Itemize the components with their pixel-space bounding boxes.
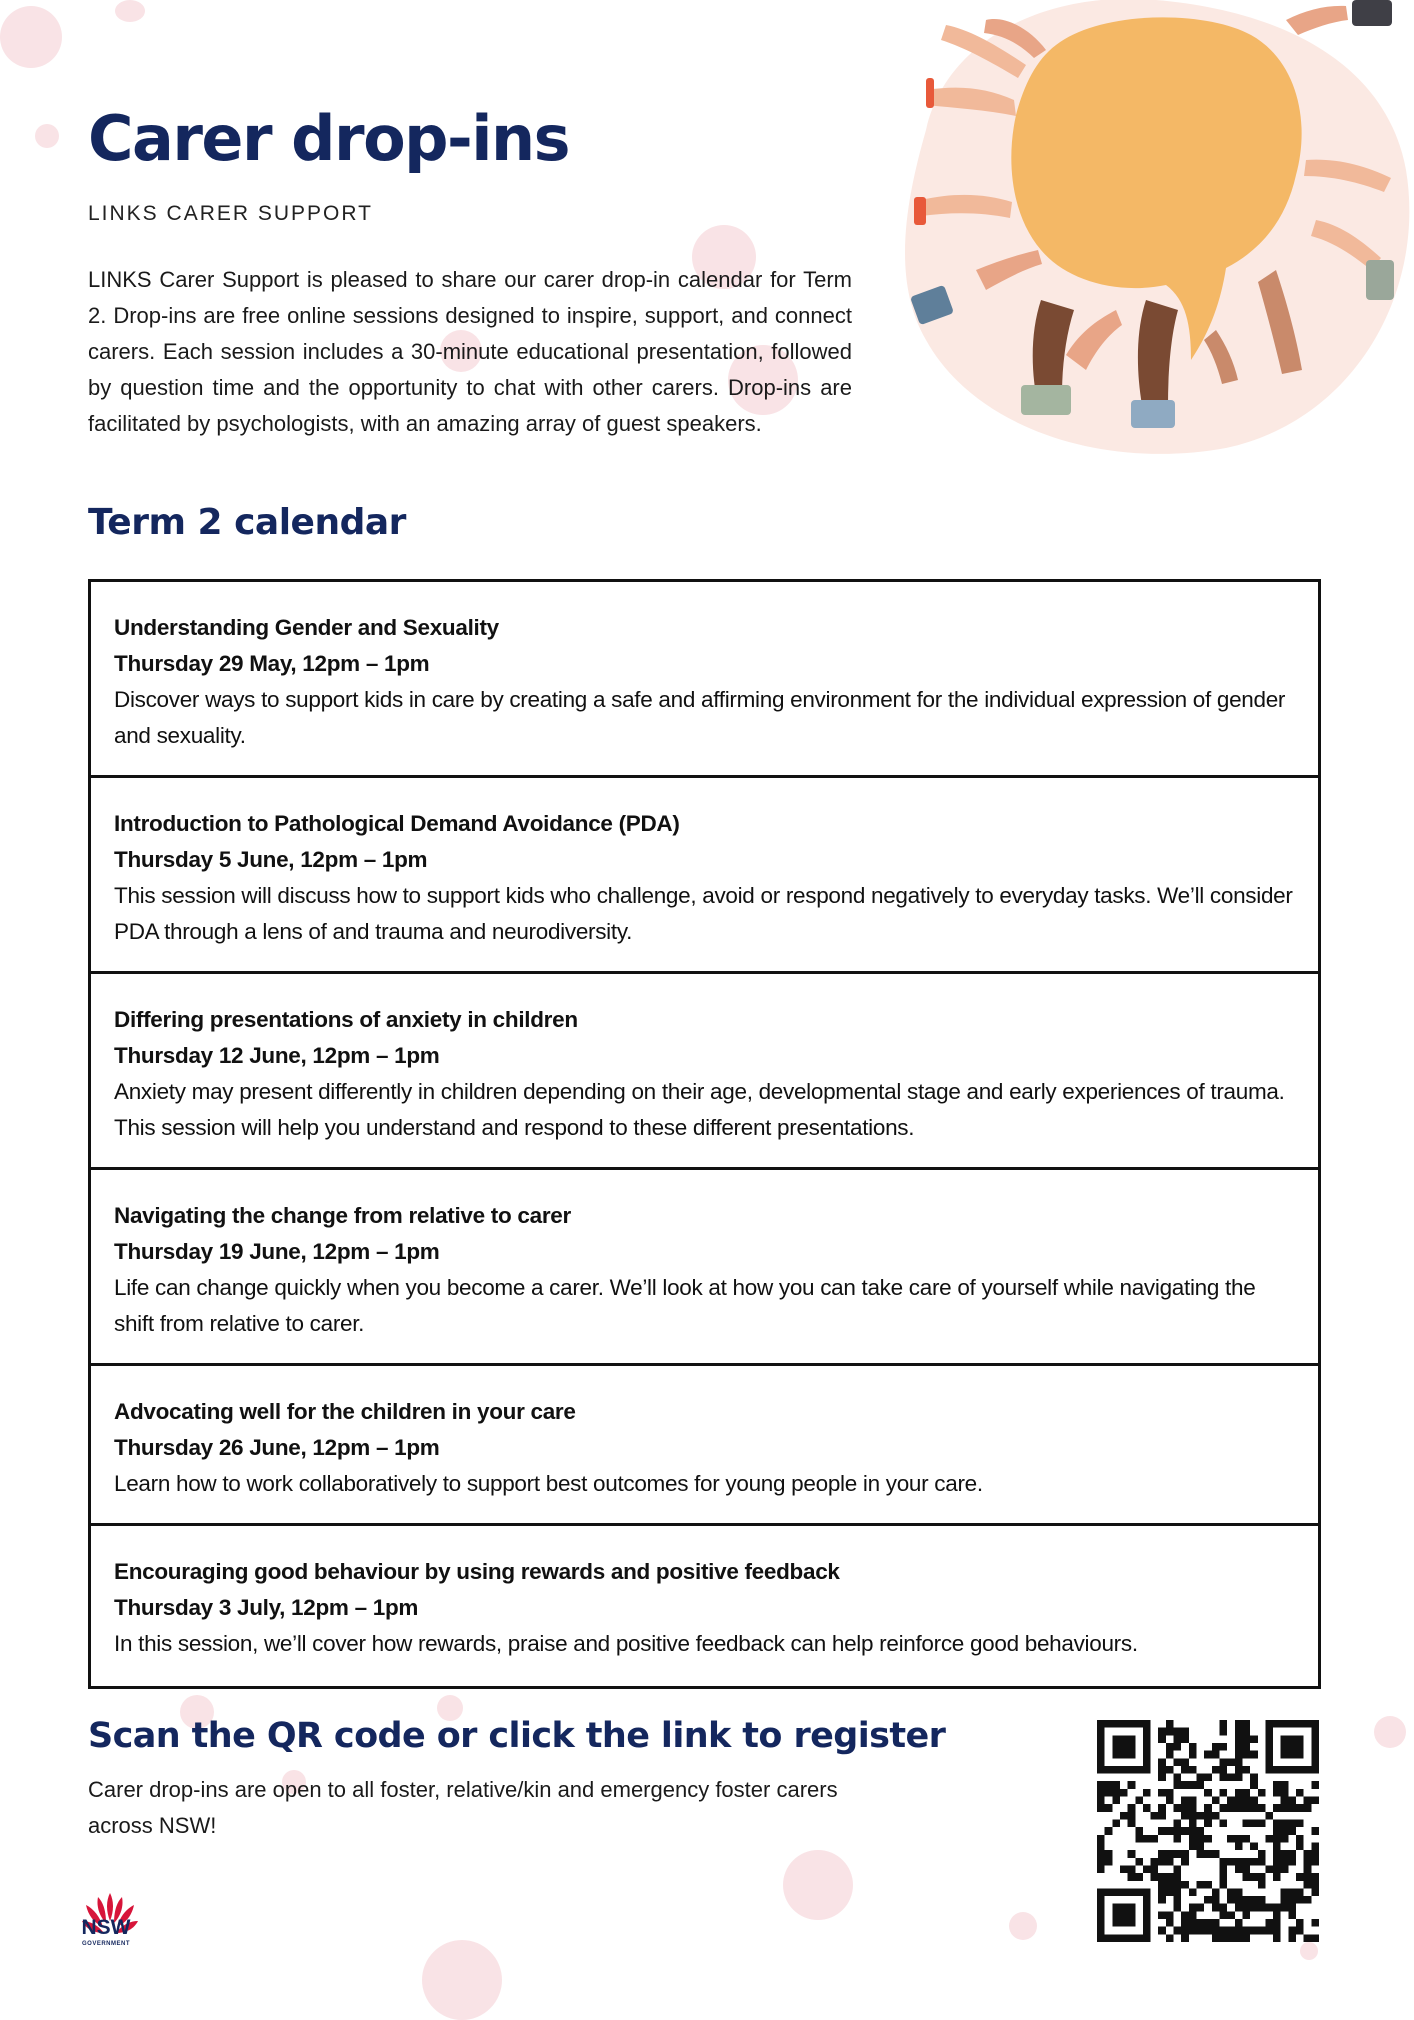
decorative-dot	[115, 0, 145, 22]
session-title: Introduction to Pathological Demand Avoidance (PDA)	[114, 811, 680, 836]
decorative-dot	[1374, 1716, 1406, 1748]
session-description: Life can change quickly when you become a carer. We’ll look at how you can take care of yourself while navigating the shift from relative to carer.	[114, 1275, 1256, 1336]
intro-paragraph: LINKS Carer Support is pleased to share our carer drop-in calendar for Term 2. Drop-ins are free online sessions designed to inspire, support, and connect carers. Each session includes a 30-minute educational presentation, followed by question time and the opportunity to chat with other carers. Drop-ins are facilitated by psychologists, with an amazing array of guest speakers.	[88, 267, 852, 436]
decorative-dot	[422, 1940, 502, 2020]
session-row	[91, 1170, 1318, 1366]
decorative-dot	[35, 124, 59, 148]
register-text: Carer drop-ins are open to all foster, relative/kin and emergency foster carers across NSW!	[88, 1777, 838, 1838]
session-date: Thursday 26 June, 12pm – 1pm	[114, 1435, 440, 1460]
session-row	[91, 974, 1318, 1170]
session-description: Learn how to work collaboratively to support best outcomes for young people in your care.	[114, 1471, 983, 1496]
registration-qr-code[interactable]	[1097, 1720, 1319, 1942]
decorative-dot	[1300, 1942, 1318, 1960]
session-description: This session will discuss how to support kids who challenge, avoid or respond negatively to everyday tasks. We’ll consider PDA through a lens of and trauma and neurodiversity.	[114, 883, 1293, 944]
session-title: Differing presentations of anxiety in children	[114, 1007, 578, 1032]
session-calendar-table	[88, 579, 1321, 1689]
calendar-heading: Term 2 calendar	[88, 502, 406, 543]
session-title: Encouraging good behaviour by using rewards and positive feedback	[114, 1559, 840, 1584]
decorative-dot	[783, 1850, 853, 1920]
session-date: Thursday 19 June, 12pm – 1pm	[114, 1239, 440, 1264]
session-date: Thursday 3 July, 12pm – 1pm	[114, 1595, 419, 1620]
speech-bubble-hands-illustration	[886, 0, 1414, 460]
session-row	[91, 582, 1318, 778]
session-description: Anxiety may present differently in children depending on their age, developmental stage and early experiences of trauma. This session will help you understand and respond to these different presentations.	[114, 1079, 1285, 1140]
session-title: Navigating the change from relative to carer	[114, 1203, 571, 1228]
register-heading[interactable]: Scan the QR code or click the link to register	[88, 1716, 946, 1756]
nsw-logo-subtext: GOVERNMENT	[81, 1941, 130, 1947]
decorative-dot	[1009, 1912, 1037, 1940]
session-description: In this session, we’ll cover how rewards, praise and positive feedback can help reinforce good behaviours.	[114, 1631, 1138, 1656]
session-row	[91, 1366, 1318, 1526]
session-title: Advocating well for the children in your care	[114, 1399, 576, 1424]
session-date: Thursday 29 May, 12pm – 1pm	[114, 651, 430, 676]
nsw-logo-text: NSW	[81, 1916, 131, 1939]
session-title: Understanding Gender and Sexuality	[114, 615, 499, 640]
session-date: Thursday 12 June, 12pm – 1pm	[114, 1043, 440, 1068]
session-row	[91, 1526, 1318, 1686]
session-description: Discover ways to support kids in care by creating a safe and affirming environment for the individual expression of gender and sexuality.	[114, 687, 1286, 748]
session-row	[91, 778, 1318, 974]
session-date: Thursday 5 June, 12pm – 1pm	[114, 847, 428, 872]
organization-name: LINKS CARER SUPPORT	[88, 202, 374, 225]
page-title: Carer drop-ins	[88, 102, 570, 175]
decorative-dot	[0, 6, 62, 68]
